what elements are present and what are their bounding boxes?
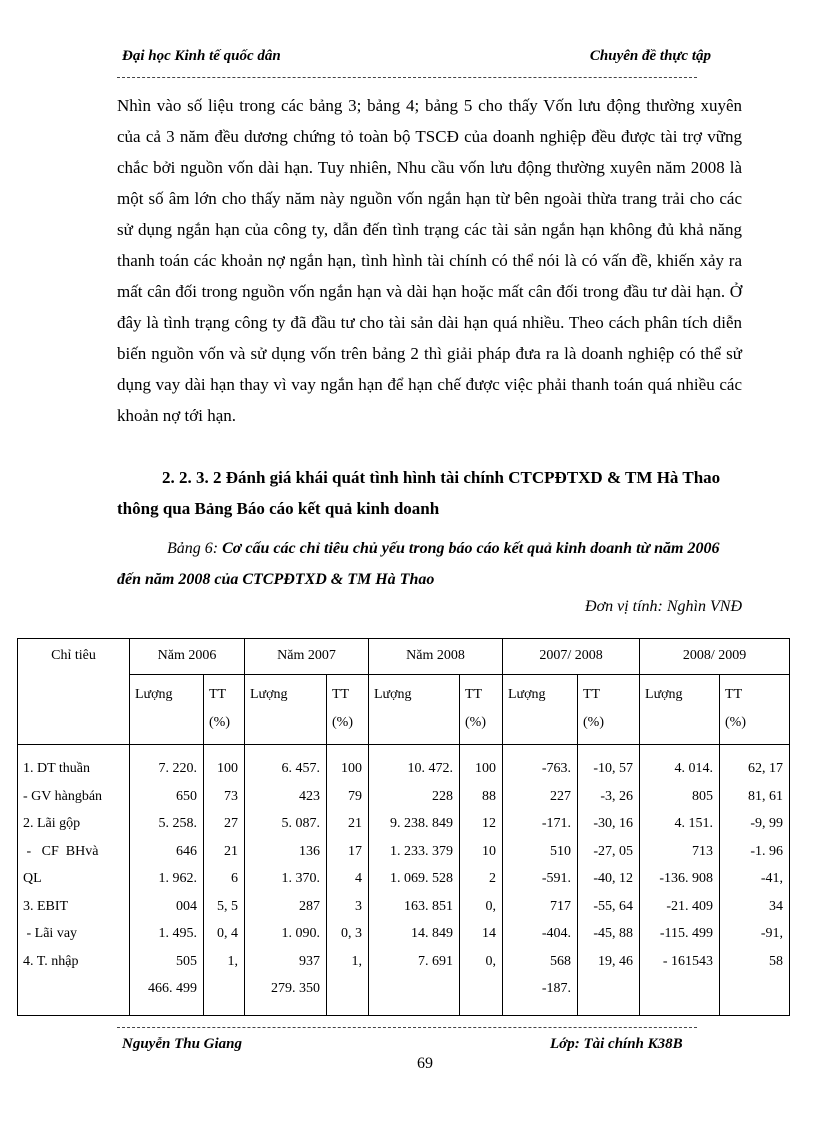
section-title: Đánh giá khái quát tình hình tài chính CTCPĐTXD & TM Hà Thao thông qua Bảng Báo cáo kết quả kinh doanh	[117, 468, 721, 518]
table-header-row	[18, 639, 790, 675]
sub-amount: Lượng	[503, 675, 578, 745]
table-caption	[117, 533, 742, 595]
financial-table	[17, 638, 790, 1016]
col-0809-amount: 4. 014. 805 4. 151. 713 -136. 908 -21. 409 -115. 499 - 161543	[640, 745, 720, 1016]
caption-title: Cơ cấu các chỉ tiêu chủ yếu trong báo cáo kết quả kinh doanh từ năm 2006 đến năm 2008 của CTCPĐTXD & TM Hà Thao	[117, 540, 720, 588]
col-0809-pct: 62, 17 81, 61 -9, 99 -1. 96 -41, 34 -91, 58	[720, 745, 790, 1016]
sub-amount: Lượng	[640, 675, 720, 745]
sub-pct: TT (%)	[578, 675, 640, 745]
col-2008-amount: 10. 472. 228 9. 238. 849 1. 233. 379 1. 069. 528 163. 851 14. 849 7. 691	[369, 745, 460, 1016]
header-divider	[117, 77, 697, 78]
sub-amount: Lượng	[130, 675, 204, 745]
unit-note: Đơn vị tính: Nghìn VNĐ	[585, 598, 742, 615]
header-2007-2008: 2007/ 2008	[503, 639, 640, 675]
header-2008-2009: 2008/ 2009	[640, 639, 790, 675]
section-heading	[117, 462, 742, 524]
col-2006-amount: 7. 220. 650 5. 258. 646 1. 962. 004 1. 495. 505 466. 499	[130, 745, 204, 1016]
header-indicator: Chỉ tiêu	[18, 639, 130, 745]
col-2007-amount: 6. 457. 423 5. 087. 136 1. 370. 287 1. 090. 937 279. 350	[245, 745, 327, 1016]
table-subheader-row	[18, 675, 790, 745]
sub-pct: TT (%)	[460, 675, 503, 745]
col-2006-pct: 100 73 27 21 6 5, 5 0, 4 1,	[204, 745, 245, 1016]
header-2008: Năm 2008	[369, 639, 503, 675]
header-2007: Năm 2007	[245, 639, 369, 675]
header-university: Đại học Kinh tế quốc dân	[122, 48, 281, 64]
page-number: 69	[417, 1055, 433, 1072]
table-data-row	[18, 745, 790, 1016]
sub-amount: Lượng	[369, 675, 460, 745]
section-number: 2. 2. 3. 2	[162, 468, 222, 487]
sub-amount: Lượng	[245, 675, 327, 745]
row-labels: 1. DT thuần - GV hàngbán 2. Lãi gộp - CF BHvà QL 3. EBIT - Lãi vay 4. T. nhập	[18, 745, 130, 1016]
header-title: Chuyên đề thực tập	[589, 48, 711, 64]
col-0708-pct: -10, 57 -3, 26 -30, 16 -27, 05 -40, 12 -55, 64 -45, 88 19, 46	[578, 745, 640, 1016]
col-0708-amount: -763. 227 -171. 510 -591. 717 -404. 568 -187.	[503, 745, 578, 1016]
header-2006: Năm 2006	[130, 639, 245, 675]
footer-class: Lớp: Tài chính K38B	[550, 1036, 683, 1052]
body-paragraph	[117, 90, 742, 431]
col-2007-pct: 100 79 21 17 4 3 0, 3 1,	[327, 745, 369, 1016]
caption-label: Bảng 6:	[167, 540, 219, 557]
sub-pct: TT (%)	[327, 675, 369, 745]
footer-divider	[117, 1027, 697, 1028]
col-2008-pct: 100 88 12 10 2 0, 14 0,	[460, 745, 503, 1016]
footer-author: Nguyễn Thu Giang	[122, 1036, 243, 1052]
sub-pct: TT (%)	[720, 675, 790, 745]
sub-pct: TT (%)	[204, 675, 245, 745]
page-header	[117, 48, 717, 72]
paragraph-text: Nhìn vào số liệu trong các bảng 3; bảng 4; bảng 5 cho thấy Vốn lưu động thường xuyên của cả 3 năm đều dương chứng tỏ toàn bộ TSCĐ của doanh nghiệp đều được tài trợ vững chắc bởi nguồn vốn dài hạn. Tuy nhiên, Nhu cầu vốn lưu động thường xuyên năm 2008 là một số âm lớn cho thấy năm này nguồn vốn ngắn hạn từ bên ngoài thừa trang trải cho các sử dụng ngắn hạn của công ty, dẫn đến tình trạng các tài sản ngắn hạn không đủ khả năng thanh toán các khoản nợ ngắn hạn, tình hình tài chính có thể nói là có vấn đề, khiến xảy ra mất cân đối trong nguồn vốn ngắn hạn và dài hạn hoặc mất cân đối trong đầu tư dài hạn. Ở đây là tình trạng công ty đã đầu tư cho tài sản dài hạn quá nhiều. Theo cách phân tích diễn biến nguồn vốn và sử dụng vốn trên bảng 2 thì giải pháp đưa ra là doanh nghiệp có thể sử dụng vay dài hạn thay vì vay ngắn hạn để hạn chế được việc phải thanh toán quá nhiều các khoản nợ tới hạn.	[117, 96, 742, 425]
